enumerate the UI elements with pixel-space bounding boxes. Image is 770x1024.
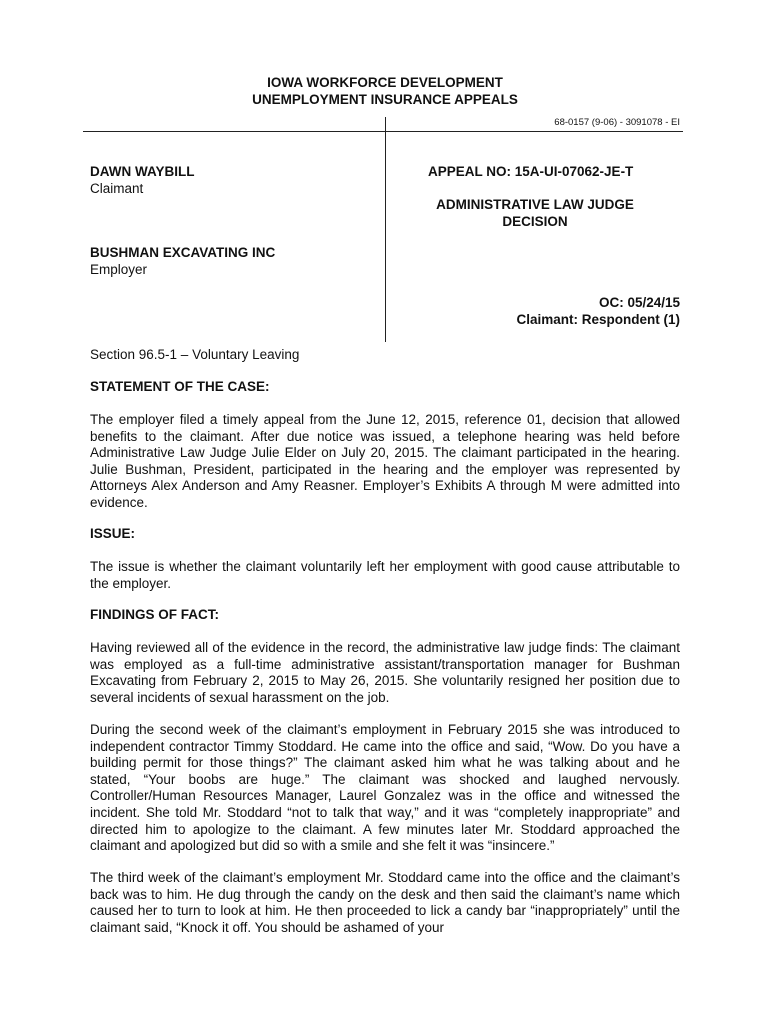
issue-paragraph: The issue is whether the claimant voluntarily left her employment with good cause attributable to the employer.	[90, 559, 680, 591]
header-divider	[83, 131, 683, 132]
claimant-status: Claimant: Respondent (1)	[516, 312, 680, 327]
issue-heading: ISSUE:	[90, 526, 136, 541]
findings-paragraph-1: Having reviewed all of the evidence in the record, the administrative law judge finds: The claimant was employed as a full-time administrative assistant/transportation manager for Bushman Excavating from February 2, 2015 to May 26, 2015. She voluntarily resigned her position due to several incidents of sexual harassment on the job.	[90, 640, 680, 705]
statement-heading: STATEMENT OF THE CASE:	[90, 379, 270, 394]
findings-heading: FINDINGS OF FACT:	[90, 607, 219, 622]
agency-title: IOWA WORKFORCE DEVELOPMENT	[267, 75, 503, 90]
column-divider	[385, 117, 386, 342]
oc-date: OC: 05/24/15	[598, 295, 680, 310]
section-citation: Section 96.5-1 – Voluntary Leaving	[90, 347, 300, 362]
employer-name: BUSHMAN EXCAVATING INC	[90, 245, 276, 260]
decision-title-line1: ADMINISTRATIVE LAW JUDGE	[436, 197, 634, 212]
decision-title-line2: DECISION	[502, 214, 568, 229]
claimant-name: DAWN WAYBILL	[90, 164, 195, 179]
form-reference: 68-0157 (9-06) - 3091078 - EI	[554, 117, 680, 128]
agency-subtitle: UNEMPLOYMENT INSURANCE APPEALS	[252, 92, 518, 107]
employer-role: Employer	[90, 262, 148, 277]
claimant-role: Claimant	[90, 181, 144, 196]
findings-paragraph-2: During the second week of the claimant’s employment in February 2015 she was introduced to independent contractor Timmy Stoddard. He came into the office and said, “Wow. Do you have a building permit for those things?” The claimant asked him what he was talking about and he stated, “Your boobs are huge.” The claimant was shocked and laughed nervously. Controller/Human Resources Manager, Laurel Gonzalez was in the office and witnessed the incident. She told Mr. Stoddard “not to talk that way,” and it was “completely inappropriate” and directed him to apologize to the claimant. A few minutes later Mr. Stoddard approached the claimant and apologized but did so with a smile and she felt it was “insincere.”	[90, 722, 680, 854]
statement-paragraph: The employer filed a timely appeal from the June 12, 2015, reference 01, decision that allowed benefits to the claimant. After due notice was issued, a telephone hearing was held before Administrative Law Judge Julie Elder on July 20, 2015. The claimant participated in the hearing. Julie Bushman, President, participated in the hearing and the employer was represented by Attorneys Alex Anderson and Amy Reasner. Employer’s Exhibits A through M were admitted into evidence.	[90, 412, 680, 510]
appeal-number: APPEAL NO: 15A-UI-07062-JE-T	[428, 164, 634, 179]
findings-paragraph-3: The third week of the claimant’s employment Mr. Stoddard came into the office and the claimant’s back was to him. He dug through the candy on the desk and then said the claimant’s name which caused her to turn to look at him. He then proceeded to lick a candy bar “inappropriately” until the claimant said, “Knock it off. You should be ashamed of your	[90, 870, 680, 935]
